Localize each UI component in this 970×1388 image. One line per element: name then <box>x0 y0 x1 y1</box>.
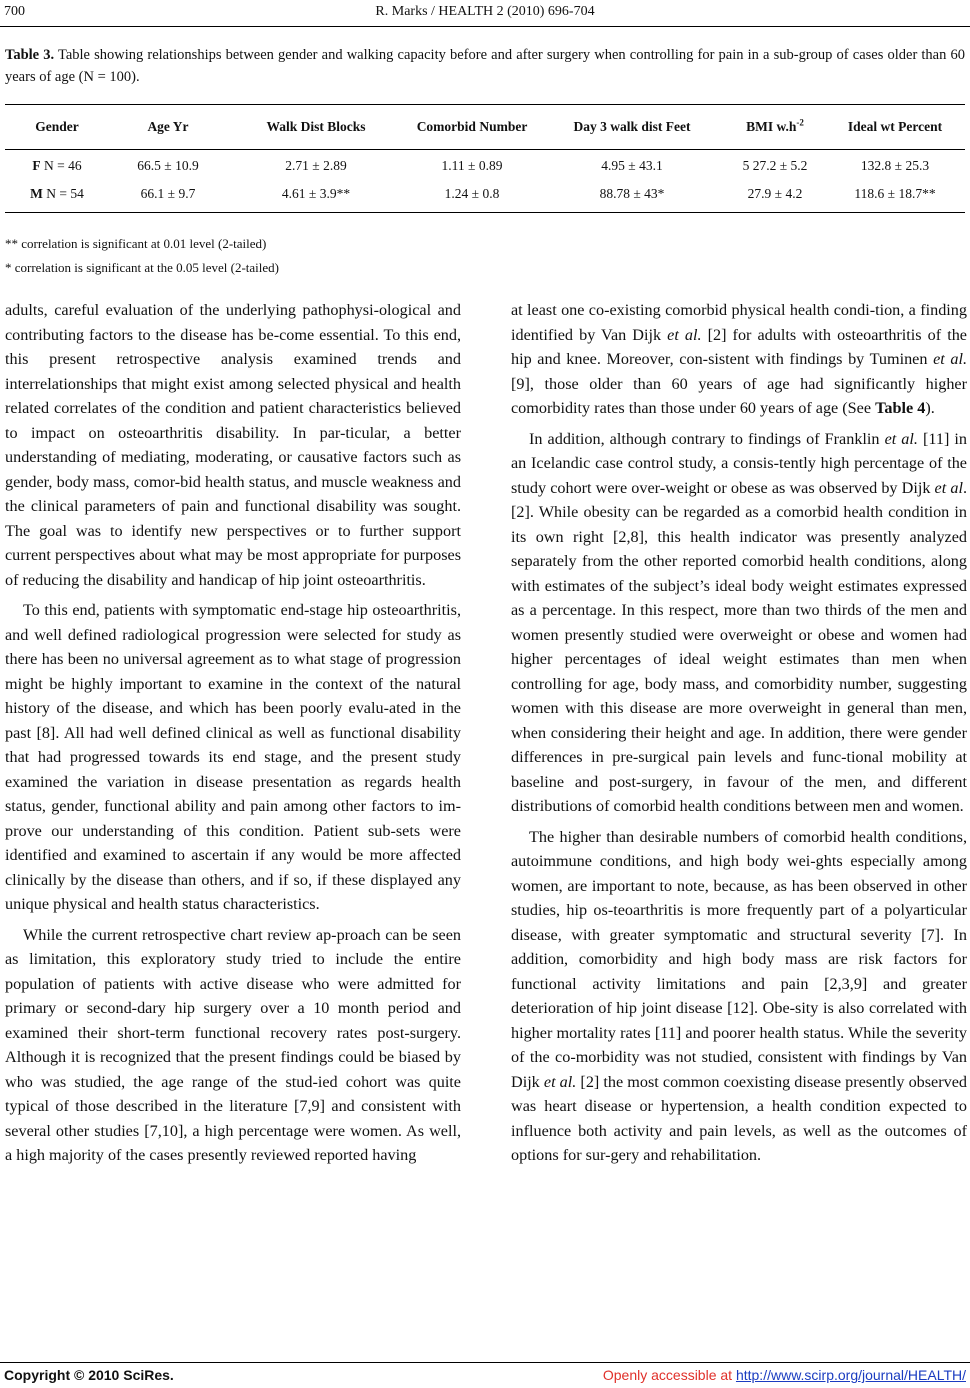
text-run: In addition, although contrary to findings of Franklin <box>529 429 885 448</box>
et-al: et al. <box>933 350 968 368</box>
running-head <box>0 4 970 24</box>
col-header-ideal: Ideal wt Percent <box>825 105 965 150</box>
table-notes <box>5 232 279 280</box>
cell-bmi: 5 27.2 ± 5.2 <box>742 158 808 173</box>
cell-gender <box>5 150 109 181</box>
header-rule <box>0 26 970 27</box>
col-header-walk: Walk Dist Blocks <box>227 105 405 150</box>
text-run: at least one co-existing comorbid physical health condi-tion, a finding identified by Van Dijk <box>511 301 967 344</box>
paragraph: To this end, patients with symptomatic end-stage hip osteoarthritis, and well defined radiological progression were selected for study as there has been no universal agreement as to what stage of progression might be highly important to examine in the context of the natural history of the disease, and which has been poorly evalu-ated in the past [8]. All had well defined clinical as well as functional disability that had progressed towards its end stage, and the present study examined the variation in disease presentation as regards health status, gender, functional ability and pain among other factors to im-prove our understanding of this condition. Patient sub-sets were identified and examined to ascertain if any would be more affected clinically by the disease than others, and if so, if these displayed any unique physical and health status characteristics. <box>5 601 461 913</box>
cell-walk: 2.71 ± 2.89 <box>285 158 347 173</box>
cell-ideal: 132.8 ± 25.3 <box>860 158 930 173</box>
cell-day3: 4.95 ± 43.1 <box>601 158 663 173</box>
right-column <box>511 298 967 1174</box>
table-label: Table 3. <box>5 47 55 63</box>
cell-comorbid: 1.24 ± 0.8 <box>444 186 500 201</box>
table-caption <box>5 44 965 88</box>
cell-day3: 88.78 ± 43* <box>599 186 665 201</box>
cell-gender <box>5 180 109 213</box>
gender-count: N = 54 <box>42 186 84 201</box>
gender-count: N = 46 <box>40 158 82 173</box>
table-reference: Table 4 <box>875 399 926 417</box>
journal-title: R. Marks / HEALTH 2 (2010) 696-704 <box>375 4 595 19</box>
journal-link[interactable]: http://www.scirp.org/journal/HEALTH/ <box>735 1367 966 1383</box>
cell-walk: 4.61 ± 3.9** <box>281 186 351 201</box>
cell-ideal: 118.6 ± 18.7** <box>854 186 936 201</box>
table-header-row <box>5 105 965 150</box>
bmi-exponent: -2 <box>796 117 804 128</box>
col-header-age: Age Yr <box>109 105 227 150</box>
gender-letter: F <box>32 158 41 173</box>
results-table <box>5 104 965 213</box>
paragraph <box>511 825 967 1168</box>
et-al: et al. <box>667 325 702 344</box>
footer-rule <box>0 1362 970 1363</box>
gender-letter: M <box>30 186 43 201</box>
table-note: * correlation is significant at the 0.05 level (2-tailed) <box>5 260 279 275</box>
text-run: [2] for adults with osteoarthritis of the hip and knee. Moreover, con-sistent with findings by Tuminen <box>511 325 967 368</box>
col-header-gender: Gender <box>5 105 109 150</box>
text-run: [9], those older than 60 years of age had significantly higher comorbidity rates than those under 60 years of age (See <box>511 374 967 417</box>
open-access-note <box>603 1367 966 1383</box>
cell-bmi: 27.9 ± 4.2 <box>747 186 803 201</box>
footer <box>0 1367 970 1387</box>
text-run: The higher than desirable numbers of comorbid health conditions, autoimmune conditions, and high body wei-ghts especially among women, are important to note, because, as has been observed in other studies, hip os-teoarthritis is more frequently part of a polyarticular disease, with greater symptomatic and structural severity [7]. In addition, comorbidity and high body mass are risk factors for functional activity limitations and pain [2,3,9] and greater deterioration of hip joint disease [12]. Obe-sity is also correlated with higher mortality rates [11] and poorer health status. While the severity of the co-morbidity was not studied, consistent with findings by Van Dijk <box>511 827 967 1091</box>
cell-age: 66.1 ± 9.7 <box>140 186 196 201</box>
col-header-comorbid: Comorbid Number <box>405 105 539 150</box>
table-caption-text: Table showing relationships between gender and walking capacity before and after surgery when controlling for pain in a sub-group of cases older than 60 years of age (N = 100). <box>5 47 965 85</box>
page-number: 700 <box>4 4 25 19</box>
col-header-day3: Day 3 walk dist Feet <box>539 105 725 150</box>
open-access-label: Openly accessible at <box>602 1367 736 1383</box>
table-row <box>5 180 965 213</box>
et-al: et al. <box>543 1072 577 1091</box>
text-run: [11] in an Icelandic case control study, a consis-tently high percentage of the study cohort were over-weight or obese as was observed by Dijk <box>511 429 967 497</box>
left-column <box>5 298 461 1174</box>
text-run: [2] the most common coexisting disease presently observed was heart disease or hypertension, a health condition expected to influence both activity and pain levels, as well as the outcomes of options for sur-gery and rehabilitation. <box>511 1072 967 1164</box>
paragraph: adults, careful evaluation of the underlying pathophysi-ological and contributing factors to the disease has be-come essential. To this end, this present retrospective analysis examined trends and interrelationships that might exist among selected physical and health related correlates of the condition and patient characteristics believed to impact on osteoarthritis disability. In par-ticular, a better understanding of mediating, moderating, or causative factors such as gender, body mass, comor-bid health status, and muscle weakness and the clinical parameters of pain and functional disability was sought. The goal was to identify new perspectives or to further support current perspectives about what may be most appropriate for purposes of reducing the disability and handicap of hip joint osteoarthritis. <box>5 301 461 589</box>
col-header-bmi <box>725 105 825 150</box>
paragraph: While the current retrospective chart review ap-proach can be seen as limitation, this exploratory study tried to include the entire population of patients with active disease who were admitted for primary or second-dary hip surgery over a 10 month period and examined their short-term functional recovery rates post-surgery. Although it is recognized that the present findings could be biased by who was studied, the age range of the stud-ied cohort was quite typical of those described in the literature [7,9] and consistent with several other studies [7,10], a high percentage were women. As well, a high majority of the cases presently reviewed reported having <box>5 925 461 1164</box>
bmi-label: BMI w.h <box>746 119 797 134</box>
cell-age: 66.5 ± 10.9 <box>137 158 199 173</box>
paragraph <box>511 298 967 421</box>
table-note: ** correlation is significant at 0.01 level (2-tailed) <box>5 236 267 251</box>
table-row <box>5 150 965 181</box>
et-al: et al. <box>884 429 918 448</box>
text-run: ). <box>925 399 935 417</box>
copyright: Copyright © 2010 SciRes. <box>4 1367 174 1383</box>
paragraph <box>511 427 967 819</box>
et-al: et al <box>934 478 963 497</box>
text-run: . [2]. While obesity can be regarded as a comorbid health condition in its own right [2,8], this health indicator was presently analyzed separately from the other reported comorbid health conditions, along with estimates of the subject’s ideal body weight estimates expressed as a percentage. In this respect, more than two thirds of the men and women presently studied were overweight or obese and women had higher percentages of ideal weight estimates than men when controlling for age, body mass, and comorbidity number, suggesting women with this disease are more overweight in general than men, when considering their height and age. In addition, there were gender differences in pre-surgical pain levels and func-tional mobility at baseline and post-surgery, in favour of the men, and different distributions of comorbid health conditions between men and women. <box>511 478 967 815</box>
cell-comorbid: 1.11 ± 0.89 <box>441 158 503 173</box>
